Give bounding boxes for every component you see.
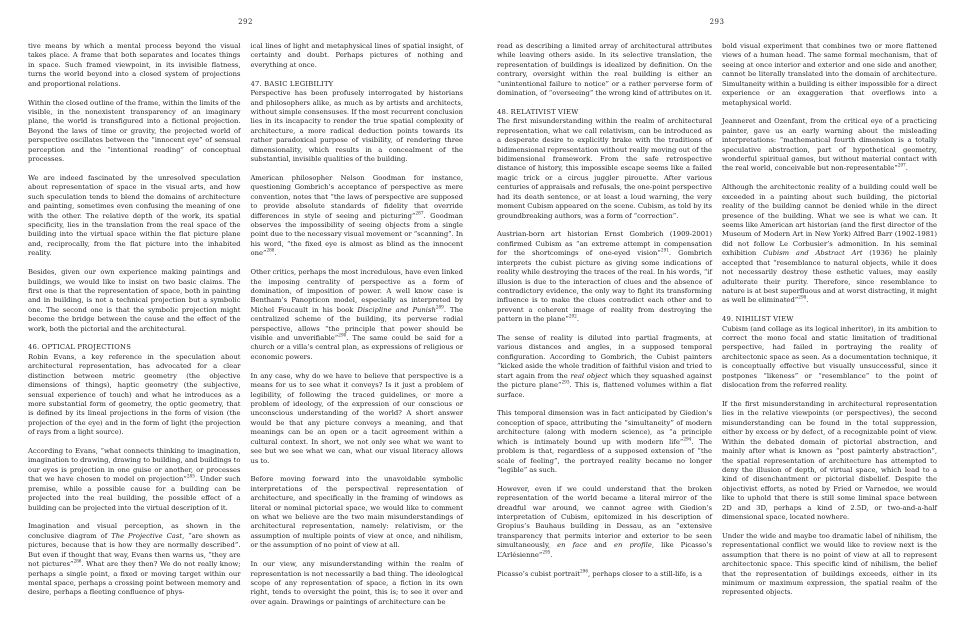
text-column — [497, 42, 712, 607]
paragraph: The sense of reality is diluted into partial fragments, at various distances and angles, in a supposed temporal configuration. According to Gombrich, the Cubist painters “kicked aside the whole tradition of faithful vision and tried to start again from the real object which they squashed against the picture plane”$^{293}$. This is, flattened volumes within a flat surface. — [497, 334, 713, 399]
paragraph: Besides, given our own experience making paintings and buildings, we would like to insist on two basic claims. The first one is that the representation of space, both in painting and in building, is not a technical projection but a symbolic one. The second one is that the symbolic projection might become the bridge between the cause and the effect of the work, both the pictorial and the architectural. — [28, 268, 241, 333]
paragraph: We are indeed fascinated by the unresolved speculation about representation of space in the visual arts, and how such speculation tends to blend the domains of architecture and painting, sometimes even confusing the meaning of one with the other. The relative depth of the work, its spatial specificity, lies in the translation from the real space of the building into the virtual space within the flat picture plane and, reciprocally, from the flat picture into the inhabited reality. — [28, 173, 241, 258]
page-columns — [497, 42, 937, 607]
footnote-ref: 288 — [266, 247, 275, 253]
paragraph: Under the wide and maybe too dramatic label of nihilism, the representational conflict we would like to review next is the assumption that there is no point of view at all to represent architectonic space. This specific kind of nihilism, the belief that the representation of buildings exceeds, either in its minimum or maximum expression, the spatial realm of the represented objects. — [722, 531, 937, 597]
section-heading: 47. BASIC LEGIBILITY — [250, 79, 334, 88]
page-number: 292 — [238, 18, 253, 26]
footnote-ref: 296 — [580, 568, 589, 574]
paragraph: In any case, why do we have to believe that perspective is a means for us to see what it conveys? Is it just a problem of legibility, of following the traced guidelines, or more a problem of ideology, of the expression of our conscious or unconscious understanding of the world? A short answer would be that any picture conveys a meaning, and that meanings can be an open or a tacit agreement within a cultural context. In short, we not only see what we want to see but we see what we can, what our visual literacy allows us to. — [250, 371, 463, 465]
paragraph: In our view, any misunderstanding within the realm of representation is not necessarily a bad thing. The ideological scope of any representation of space, a fiction in its own right, tends to oversight the point, this is; to see it over and over again. Drawings or paintings of architecture can be — [250, 560, 463, 606]
paragraph: Jeanneret and Ozenfant, from the critical eye of a practicing painter, gave us an early warning about the misleading interpretations: “mathematical fourth dimension is a totally speculative abstraction, part of hypothetical geometry, wonderful spiritual games, but without material contact with the real world, conceivable but non-representable”$^{297}$. — [722, 117, 937, 173]
footnote-ref: 294 — [683, 436, 692, 442]
footnote-ref: 297 — [897, 163, 906, 169]
paragraph: However, even if we could understand that the broken representation of the world became a literal mirror of the dreadful war around, we cannot agree with Giedion’s interpretation of Cubism, epitomized in his description of Gropius’s Bauhaus building in Dessau, as an “extensive transparency that permits interior and exterior to be seen simultaneously, en face and en profile, like Picasso’s L’Arlésienne”$^{295}$. — [497, 484, 712, 559]
footnote-ref: 293 — [561, 379, 570, 385]
paragraph: Picasso’s cubist portrait$^{296}$, perhaps closer to a still-life, is a — [497, 568, 702, 578]
footnote-ref: 286 — [73, 558, 82, 564]
paragraph: According to Evans, “what connects thinking to imagination, imagination to drawing, drawing to building, and buildings to our eyes is projection in one guise or another, or processes that we have chosen to model on projection”$^{285}$. Under such premise, while a possible cause for a building can be projected into the real building, the possible effect of a building can be projected into the virtual description of it. — [28, 447, 241, 512]
footnote-ref: 290 — [338, 332, 347, 338]
paragraph: Other critics, perhaps the most incredulous, have even linked the imposing centrality of perspective as a form of domination, of imposition of power. A well know case is Bentham’s Panopticon model, especially as interpreted by Michel Foucault in his book Discipline and Punish$^{289}$. The centralized scheme of the building, its perverse radial perspective, allows “the principle that power should be visible and unverifiable”$^{290}$. The same could be said for a church or a villa’s central plan, as expressions of religious or economic powers. — [250, 268, 463, 361]
paragraph: Cubism (and collage as its logical inheritor), in its ambition to correct the mono focal and static limitation of traditional perspective, had failed in portraying the reality of architectonic space as seen. As a documentation technique, it is conceptually effective but visually unsuccessful, since it postpones “likeness” or “resemblance” to the point of dislocation from the referred reality. — [722, 324, 937, 390]
text-column — [28, 42, 241, 617]
footnote-ref: 289 — [435, 304, 444, 310]
page-columns — [28, 42, 463, 617]
paragraph: ical lines of light and metaphysical lines of spatial insight, of certainty and doubt. Perhaps pictures of nothing and everything at once. — [250, 42, 463, 69]
text-column — [251, 42, 464, 617]
paragraph: The first misunderstanding within the realm of architectural representation, what we call relativism, can be introduced as a desperate desire to explicitly brake with the traditions of bidimensional representation without really moving out of the bidimensional framework. From the safe retrospective distance of history, this impossible escape seems like a failed magic trick or a circus juggler pirouette. After various centuries of appraisals and refusals, the one-point perspective had its death sentence, or at least a loud warning, the very moment Cubism appeared on the scene. Cubism, as told by its groundbreaking authors, was a form of “correction”. — [497, 117, 712, 220]
paragraph: Before moving forward into the unavoidable symbolic interpretations of the perspectival representation of architecture, and specifically in the framing of windows as literal or nominal pictorial space, we would like to comment on what we believe are the two main misunderstandings of architectural representation, namely: relativism, or the assumption of multiple points of view at once, and nihilism, or the assumption of no point of view at all. — [250, 475, 463, 550]
paragraph: Although the architectonic reality of a building could well be exceeded in a painting about such building, the pictorial reality of the building cannot be denied while in the direct presence of the building. What we see is what we can. It seems like American art historian (and the first director of the Museum of Modern Art in New York) Alfred Barr (1902-1981) did not follow Le Corbusier’s admonition. In his seminal exhibition Cubism and Abstract Art (1936) he plainly accepted that “resemblance to natural objects, while it does not necessarily destroy these esthetic values, may easily adulterate their purity. Therefore, since resemblance to nature is at best superfluous and at worst distracting, it might as well be eliminated”$^{298}$. — [722, 183, 937, 305]
section-heading: 49. NIHILIST VIEW — [722, 315, 794, 324]
paragraph: Austrian-born art historian Ernst Gombrich (1909-2001) confirmed Cubism as “an extreme attempt in compensation for the shortcomings of one-eyed vision”$^{291}$. Gombrich interprets the cubist picture as giving some indications of reality while destroying the traces of the real. In his words, “if illusion is due to the interaction of clues and the absence of contradictory evidence, the only way to fight its transforming influence is to make the clues contradict each other and to prevent a coherent image of reality from destroying the pattern in the plane”$^{292}$. — [497, 230, 712, 324]
footnote-ref: 287 — [415, 210, 424, 216]
footnote-ref: 285 — [186, 474, 195, 480]
paragraph: Within the closed outline of the frame, within the limits of the visible, in the nonexistent transparency of an imaginary plane, the world is transfigured into a fictional projection. Beyond the laws of time or gravity, the projected world of perspective oscillates between the “innocent eye” of sensual perception and the “intentional reading” of conceptual processes. — [28, 98, 241, 164]
paragraph: read as describing a limited array of architectural attributes while leaving others aside. In its selective translation, the representation of buildings is idealized by definition. On the contrary, oversight within the real building is either an “unintentional failure to notice” or a rather perverse form of domination, of “overseeing” the wrong kind of attributes on it. — [497, 42, 712, 98]
paragraph: Imagination and visual perception, as shown in the conclusive diagram of The Projective Cast, “are shown as pictures, because that is how they are normally described”. But even if thought that way, Evans then warns us, “they are not pictures”$^{286}$. What are they then? We do not really know; perhaps a single point, a fixed or moving target within our mental space, perhaps a crossing point between memory and desire, perhaps a fleeting confluence of phys- — [28, 522, 241, 597]
page-number: 293 — [709, 18, 725, 26]
paragraph: bold visual experiment that combines two or more flattened views of a human head. The same formal mechanism, that of seeing at once interior and exterior and one side and another, cannot be literally translated into the domain of architecture. Simultaneity within a building is either impossible for a direct experience or an exaggeration that overflows into a metaphysical world. — [722, 42, 937, 107]
section-heading: 46. OPTICAL PROJECTIONS — [28, 343, 132, 352]
footnote-ref: 298 — [798, 295, 807, 301]
text-column — [722, 42, 937, 607]
footnote-ref: 295 — [542, 549, 551, 555]
paragraph: This temporal dimension was in fact anticipated by Giedion’s conception of space, attributing the “simultaneity” of modern architecture (along with modern science), as “a principle which is intimately bound up with modern life”$^{294}$. The problem is that, regardless of a supposed extension of “the scale of feeling”, the portrayed reality became no longer “legible” as such. — [497, 409, 713, 474]
footnote-ref: 291 — [660, 247, 669, 253]
paragraph: Robin Evans, a key reference in the speculation about architectural representation, has advocated for a clear distinction between metric geometry (the objective dimensions of things), haptic geometry (the subjective, sensual experience of touch) and what he introduces as a more substantial form of geometry, the optic geometry, that is defined by its lineal projections in the form of vision (the projection of the eye) and in the form of light (the projection of rays from a light source). — [28, 352, 241, 437]
section-heading: 48. RELATIVIST VIEW — [497, 107, 579, 116]
paragraph: If the first misunderstanding in architectural representation lies in the relative viewpoints (or perspectives), the second misunderstanding can be found in the total suppression, either by excess or by defect, of a recognizable point of view. Within the debated domain of pictorial abstraction, and mainly after what is known as “post painterly abstraction”, the spatial representation of architecture has attempted to deny the illusion of depth, of virtual space, which lead to a kind of disenchantment or pictorial disbelief. Despite the objectivist efforts, as noted by Fried or Varnedoe, we would like to uphold that there is still some liminal space between 2D and 3D, perhaps a kind of 2.5D, or two-and-a-half dimensional space, located nowhere. — [722, 399, 937, 522]
paragraph: Perspective has been profusely interrogated by historians and philosophers alike, as much as by artists and architects, without simple consensuses. If the most recurrent conclusion lies in its incapacity to render the true spatial complexity of architecture, a more radical deduction points towards its rather paradoxical purpose of visibility, of rendering three dimensionality, which results in a concealment of the substantial, invisible qualities of the building. — [250, 89, 463, 164]
paragraph: tive means by which a mental process beyond the visual takes place. A frame that both separates and locates things in space. Such framed viewpoint, in its invisible flatness, turns the world beyond into a closed system of projections and proportional relations. — [28, 42, 241, 88]
page-293 — [497, 18, 937, 607]
page-292 — [28, 18, 463, 617]
paragraph: American philosopher Nelson Goodman for instance, questioning Gombrich’s acceptance of perspective as mere convention, notes that “the laws of perspective are supposed to provide absolute standards of fidelity that override differences in style of seeing and picturing”$^{287}$. Goodman observes the impossibility of seeing objects from a single point due to the necessary visual movement or “scanning”. In his word, “the fixed eye is almost as blind as the innocent one”$^{288}$. — [250, 173, 463, 258]
footnote-ref: 292 — [568, 313, 577, 319]
